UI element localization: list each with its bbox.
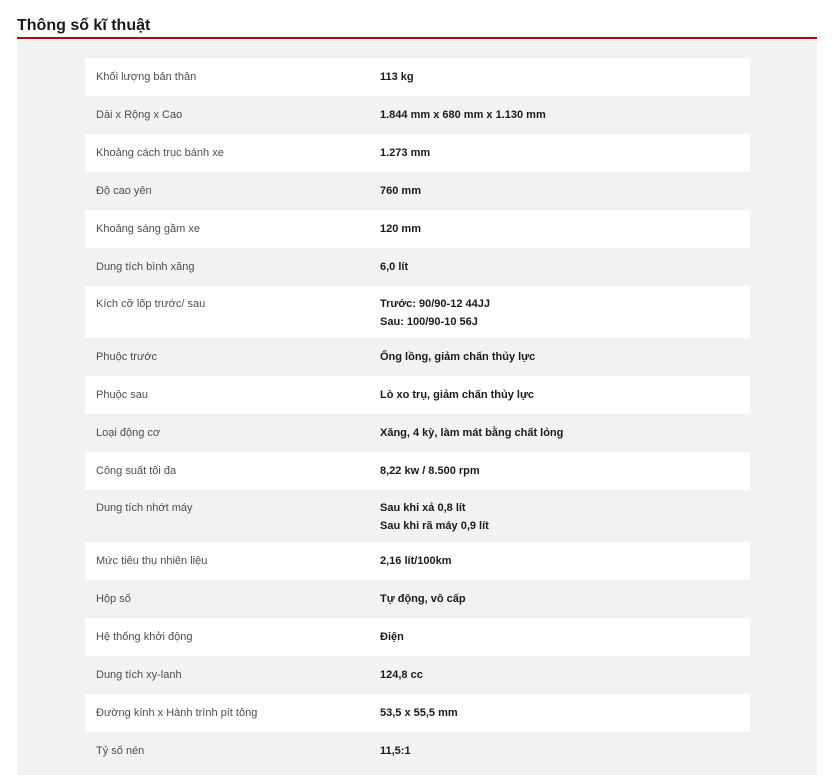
- spec-value: [380, 68, 740, 96]
- spec-value-line: 124,8 cc: [380, 669, 423, 681]
- spec-value: [380, 182, 740, 210]
- spec-value: [380, 499, 740, 542]
- spec-value-line: Sau khi rã máy 0,9 lít: [380, 520, 489, 532]
- spec-label: Dài x Rộng x Cao: [96, 109, 183, 121]
- spec-value: [380, 220, 740, 248]
- spec-value: [380, 552, 740, 580]
- table-row: [85, 134, 750, 172]
- spec-value: [380, 462, 740, 490]
- spec-label: Hộp số: [96, 593, 131, 605]
- table-row: [85, 694, 750, 732]
- spec-value-line: 6,0 lít: [380, 261, 409, 273]
- spec-value-line: 120 mm: [380, 223, 421, 235]
- spec-label: Tỷ số nén: [96, 745, 145, 757]
- table-row: [85, 490, 750, 542]
- spec-value-line: Xăng, 4 kỳ, làm mát bằng chất lỏng: [380, 427, 564, 439]
- spec-label: Độ cao yên: [96, 185, 152, 197]
- spec-label: Dung tích bình xăng: [96, 261, 195, 273]
- spec-label: Khoảng sáng gầm xe: [96, 223, 200, 235]
- spec-value: [380, 590, 740, 618]
- table-row: [85, 210, 750, 248]
- spec-value-line: Sau: 100/90-10 56J: [380, 316, 478, 328]
- spec-label: Khoảng cách trục bánh xe: [96, 147, 224, 159]
- table-row: [85, 452, 750, 490]
- spec-value: [380, 666, 740, 694]
- spec-value: [380, 704, 740, 732]
- page-title: Thông số kĩ thuật: [17, 16, 151, 34]
- spec-value-line: 2,16 lít/100km: [380, 555, 452, 567]
- spec-label: Đường kính x Hành trình pít tông: [96, 707, 258, 719]
- spec-value-line: Trước: 90/90-12 44JJ: [380, 298, 490, 310]
- spec-value-line: Ống lồng, giảm chấn thủy lực: [380, 351, 536, 363]
- table-row: [85, 286, 750, 338]
- spec-label: Khối lượng bản thân: [96, 71, 197, 83]
- table-row: [85, 338, 750, 376]
- spec-value-line: 8,22 kw / 8.500 rpm: [380, 465, 480, 477]
- spec-value: [380, 258, 740, 286]
- spec-value-line: 113 kg: [380, 71, 414, 83]
- spec-label: Hệ thống khởi động: [96, 631, 193, 643]
- table-row: [85, 542, 750, 580]
- spec-value-line: Sau khi xả 0,8 lít: [380, 502, 466, 514]
- table-row: [85, 580, 750, 618]
- spec-value: [380, 742, 740, 770]
- spec-value-line: Tự động, vô cấp: [380, 593, 466, 605]
- spec-value-line: 760 mm: [380, 185, 421, 197]
- table-row: [85, 248, 750, 286]
- table-row: [85, 732, 750, 770]
- spec-value-line: Điện: [380, 631, 404, 643]
- spec-value-line: Lò xo trụ, giảm chấn thủy lực: [380, 389, 535, 401]
- spec-label: Mức tiêu thụ nhiên liệu: [96, 555, 208, 567]
- spec-value: [380, 348, 740, 376]
- spec-label: Loại động cơ: [96, 427, 161, 439]
- table-row: [85, 172, 750, 210]
- spec-value-line: 1.273 mm: [380, 147, 431, 159]
- spec-value: [380, 144, 740, 172]
- spec-value-line: 1.844 mm x 680 mm x 1.130 mm: [380, 109, 546, 121]
- spec-value-line: 53,5 x 55,5 mm: [380, 707, 458, 719]
- spec-value: [380, 295, 740, 338]
- spec-value: [380, 386, 740, 414]
- spec-label: Dung tích nhớt máy: [96, 502, 193, 514]
- spec-value: [380, 424, 740, 452]
- table-row: [85, 376, 750, 414]
- table-row: [85, 58, 750, 96]
- spec-label: Dung tích xy-lanh: [96, 669, 182, 681]
- spec-label: Phuộc trước: [96, 351, 158, 363]
- spec-value: [380, 106, 740, 134]
- table-row: [85, 96, 750, 134]
- spec-label: Công suất tối đa: [96, 465, 177, 477]
- spec-table: [85, 58, 750, 770]
- spec-value-line: 11,5:1: [380, 745, 411, 757]
- table-row: [85, 414, 750, 452]
- spec-label: Kích cỡ lốp trước/ sau: [96, 298, 206, 310]
- spec-panel: [17, 39, 817, 775]
- table-row: [85, 618, 750, 656]
- spec-value: [380, 628, 740, 656]
- spec-label: Phuộc sau: [96, 389, 148, 401]
- table-row: [85, 656, 750, 694]
